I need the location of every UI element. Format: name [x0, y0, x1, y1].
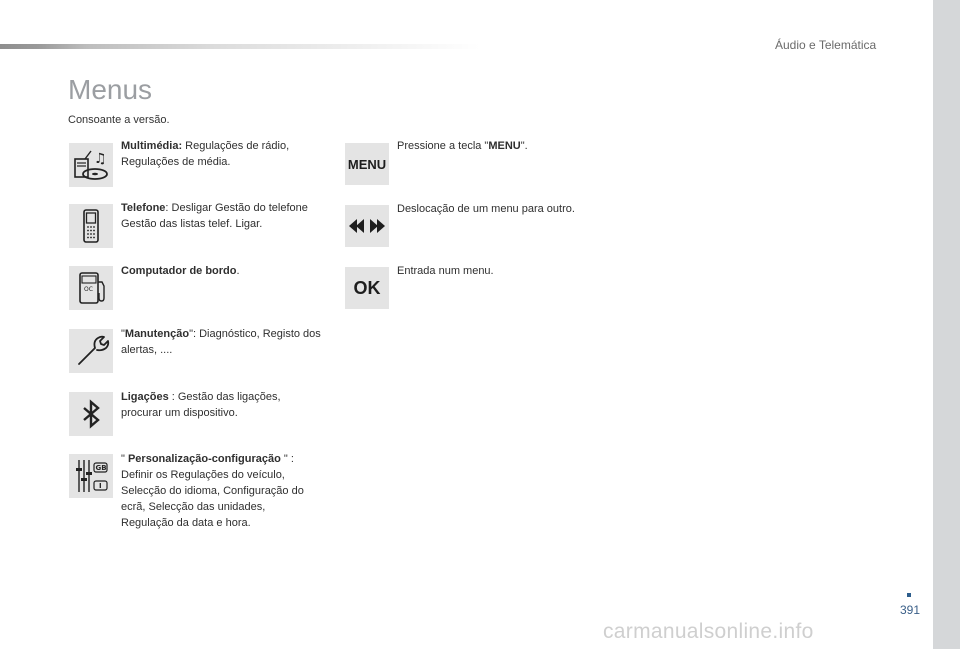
menu-description: ": Diagnóstico, Registo dos alertas, .... — [121, 328, 321, 356]
language-gb-glyph: GB — [95, 464, 107, 472]
menu-key-description — [397, 138, 617, 154]
arrows-key — [345, 205, 389, 247]
menu-label: Multimédia: — [121, 140, 183, 152]
menu-description: . — [236, 265, 240, 277]
watermark: carmanualsonline.info — [603, 620, 814, 643]
section-title: Áudio e Telemática — [775, 38, 877, 52]
computer-label-glyph: OC — [84, 286, 93, 293]
menu-label: Ligações — [121, 391, 169, 403]
bluetooth-icon — [69, 392, 113, 436]
ok-key: OK — [345, 267, 389, 309]
button-suffix: ". — [520, 140, 528, 152]
button-prefix: Pressione a tecla " — [397, 140, 489, 152]
intro-text: Consoante a versão. — [68, 114, 170, 126]
menu-item-telefone — [121, 200, 311, 232]
menu-item-multimedia — [121, 138, 321, 170]
music-note-glyph: ♫ — [94, 151, 107, 167]
wrench-icon — [69, 329, 113, 373]
menu-item-manutencao — [121, 326, 326, 358]
side-strip — [933, 0, 960, 649]
arrows-key-description: Deslocação de um menu para outro. — [397, 203, 575, 215]
menu-prefix: " — [121, 453, 128, 465]
button-label: MENU — [488, 140, 521, 152]
left-right-arrows-icon — [347, 216, 387, 236]
language-i-glyph: I — [99, 482, 102, 490]
header-rule — [0, 44, 480, 49]
menu-label: Computador de bordo — [121, 265, 237, 277]
menu-item-computador — [121, 263, 321, 279]
menu-label: Personalização-configuração — [127, 453, 281, 465]
page-title: Menus — [68, 74, 153, 105]
menu-label: Telefone — [121, 202, 166, 214]
menu-prefix: " — [121, 328, 125, 340]
phone-icon — [69, 204, 113, 248]
menu-description: : Gestão das ligações, procurar um dispositivo. — [121, 391, 281, 419]
menu-item-personalizacao — [121, 451, 316, 531]
menu-key: MENU — [345, 143, 389, 185]
menu-item-ligacoes — [121, 389, 321, 421]
page-marker — [907, 593, 911, 597]
menu-label: Manutenção — [124, 328, 190, 340]
menu-description: " : Definir os Regulações do veículo, Selecção do idioma, Configuração do ecrã, Selecção das unidades, Regulação da data e hora. — [121, 453, 304, 529]
menu-description: : Desligar Gestão do telefone Gestão das listas telef. Ligar. — [121, 202, 308, 230]
ok-key-description: Entrada num menu. — [397, 265, 494, 277]
page-number: 391 — [900, 603, 921, 617]
settings-sliders-icon — [69, 454, 113, 498]
menu-description: Regulações de rádio, Regulações de média. — [121, 140, 290, 168]
multimedia-icon — [69, 143, 113, 187]
trip-computer-icon — [69, 266, 113, 310]
